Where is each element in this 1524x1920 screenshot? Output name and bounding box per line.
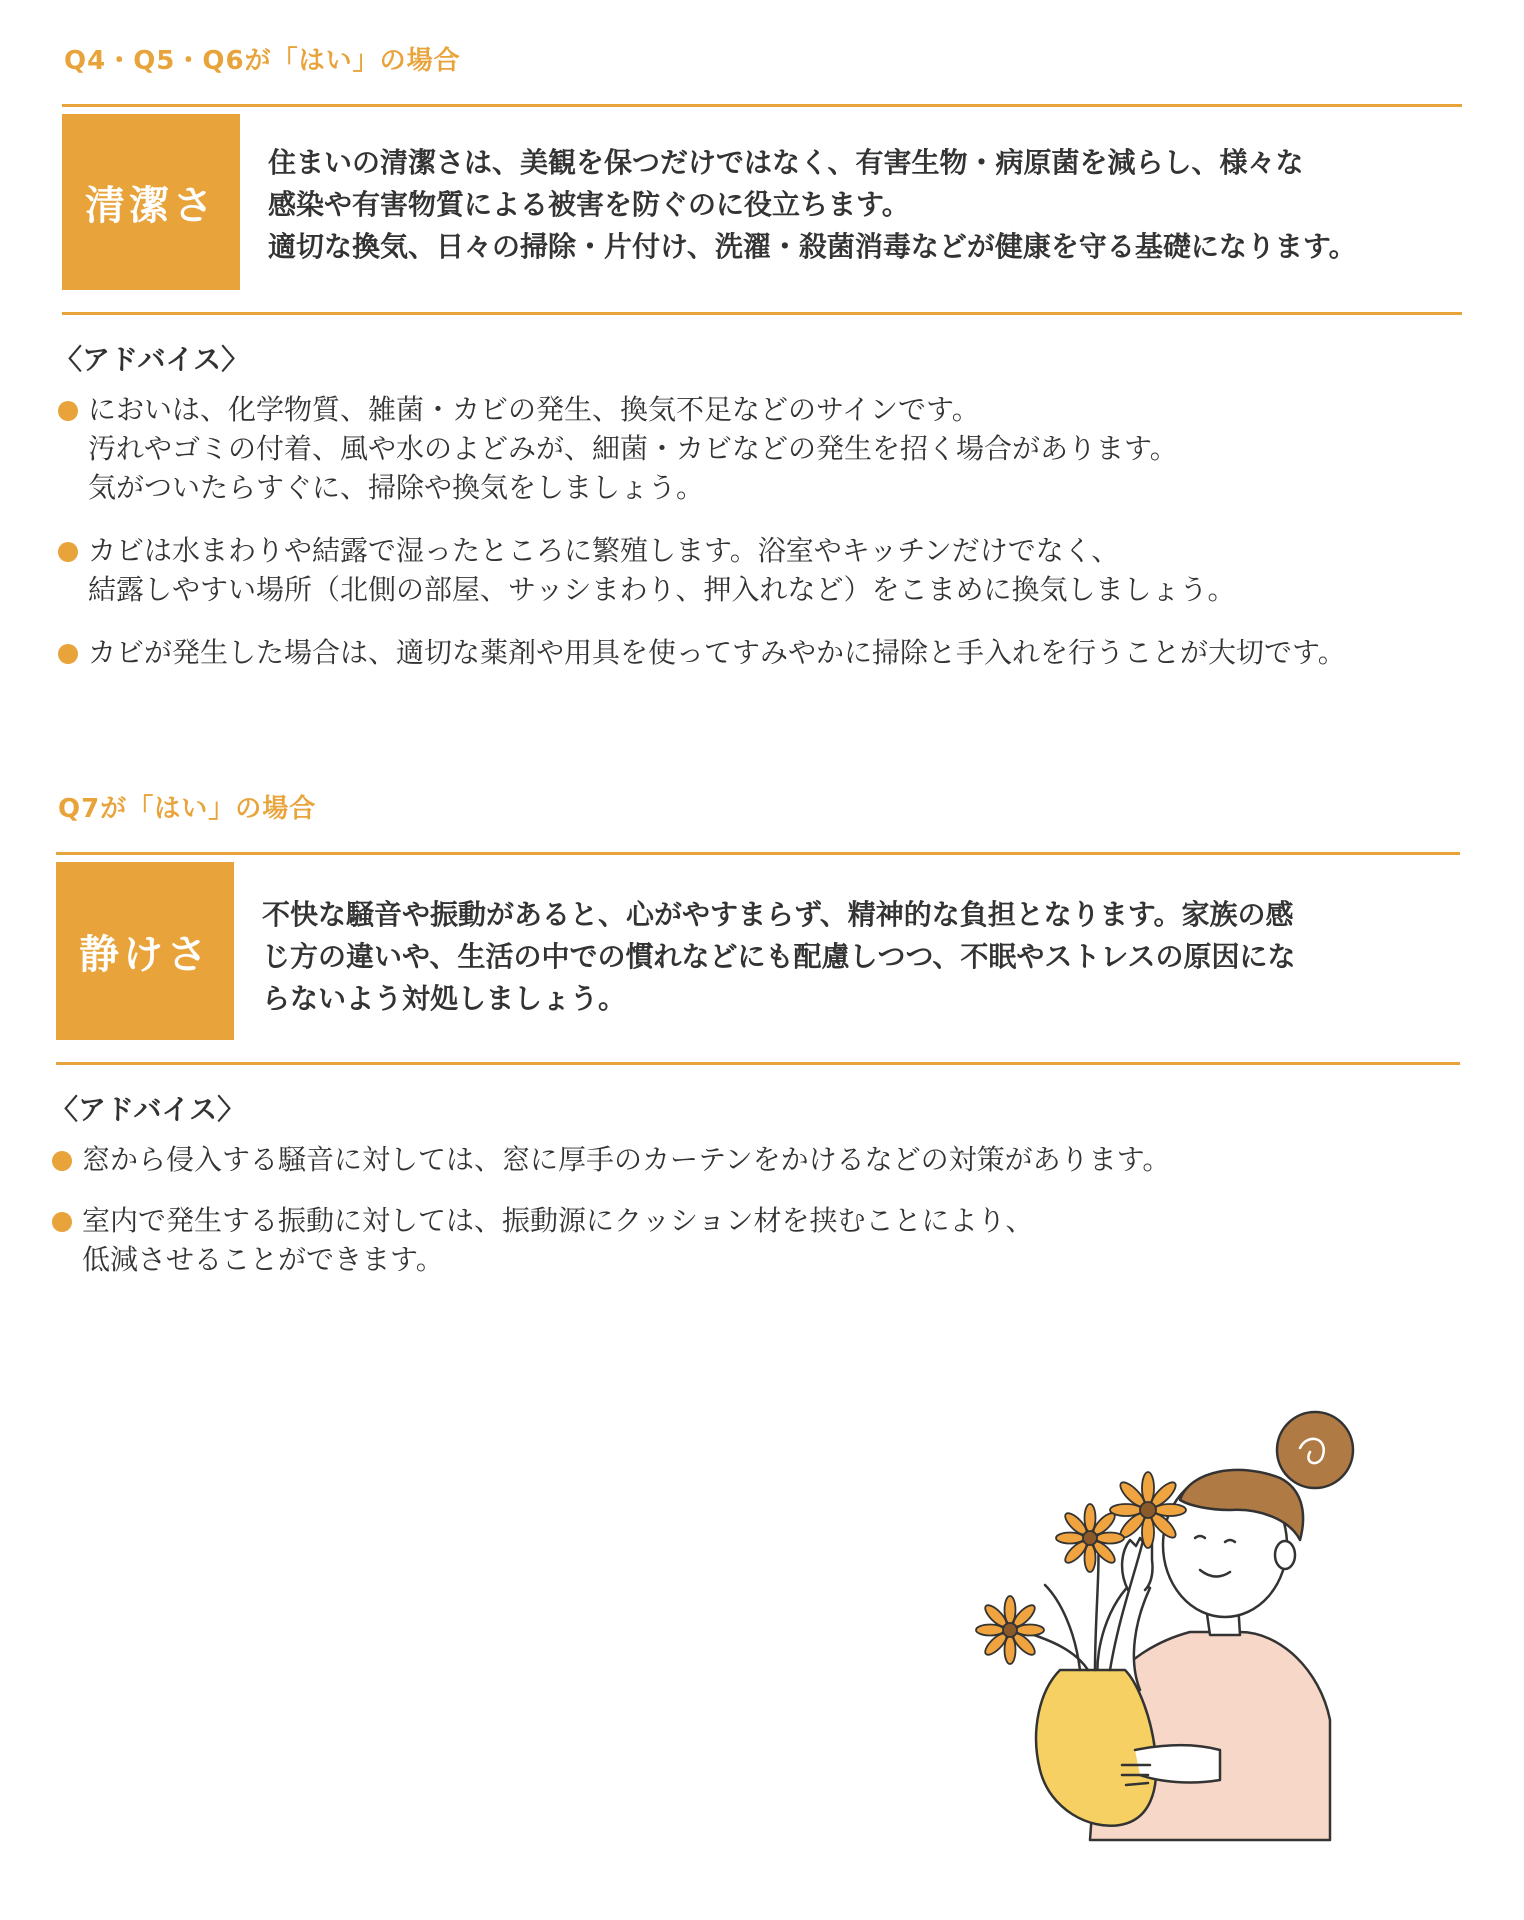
flower [976, 1596, 1044, 1664]
bullet-dot [52, 1151, 72, 1171]
intro-line: らないよう対処しましょう。 [262, 982, 627, 1015]
section-heading: Q4・Q5・Q6が「はい」の場合 [64, 46, 461, 76]
advice-line: 気がついたらすぐに、掃除や換気をしましょう。 [88, 471, 705, 504]
ear [1275, 1541, 1295, 1569]
advice-item [52, 1140, 1170, 1179]
category-label: 静けさ [56, 862, 234, 1040]
advice-line: 汚れやゴミの付着、風や水のよどみが、細菌・カビなどの発生を招く場合があります。 [88, 432, 1178, 465]
advice-item [52, 1201, 1170, 1279]
intro-line: じ方の違いや、生活の中での慣れなどにも配慮しつつ、不眠やストレスの原因にな [262, 940, 1296, 973]
advice-title: 〈アドバイス〉 [50, 1093, 246, 1126]
bullet-dot [58, 401, 78, 421]
advice-item [58, 531, 1346, 609]
advice-list [58, 390, 1346, 672]
advice-item [58, 390, 1346, 507]
intro-text [268, 142, 1498, 268]
bullet-dot [58, 542, 78, 562]
advice-line: においは、化学物質、雑菌・カビの発生、換気不足などのサインです。 [88, 393, 980, 426]
advice-title: 〈アドバイス〉 [54, 343, 250, 376]
advice-list [52, 1140, 1170, 1279]
bottom-rule [62, 312, 1462, 315]
advice-line: 結露しやすい場所（北側の部屋、サッシまわり、押入れなど）をこまめに換気しましょう。 [88, 573, 1236, 606]
advice-line: カビは水まわりや結露で湿ったところに繁殖します。浴室やキッチンだけでなく、 [88, 534, 1120, 567]
hair-bun [1277, 1412, 1353, 1488]
top-rule [62, 104, 1462, 107]
flower [1056, 1504, 1124, 1572]
bullet-dot [58, 644, 78, 664]
intro-line: 住まいの清潔さは、美観を保つだけではなく、有害生物・病原菌を減らし、様々な [268, 146, 1304, 179]
advice-line: 窓から侵入する騒音に対しては、窓に厚手のカーテンをかけるなどの対策があります。 [82, 1143, 1171, 1176]
category-label: 清潔さ [62, 114, 240, 290]
advice-line: 低減させることができます。 [82, 1243, 444, 1276]
section-heading: Q7が「はい」の場合 [58, 794, 317, 824]
intro-line: 適切な換気、日々の掃除・片付け、洗濯・殺菌消毒などが健康を守る基礎になります。 [268, 230, 1357, 263]
bottom-rule [56, 1062, 1460, 1065]
vase [1036, 1670, 1156, 1826]
bullet-dot [52, 1212, 72, 1232]
woman-with-flowers-illustration [860, 1370, 1380, 1850]
intro-line: 不快な騒音や振動があると、心がやすまらず、精神的な負担となります。家族の感 [262, 898, 1294, 931]
advice-line: 室内で発生する振動に対しては、振動源にクッション材を挟むことにより、 [82, 1204, 1034, 1237]
advice-item [58, 633, 1346, 672]
intro-text [262, 894, 1472, 1020]
top-rule [56, 852, 1460, 855]
intro-line: 感染や有害物質による被害を防ぐのに役立ちます。 [268, 188, 910, 221]
advice-line: カビが発生した場合は、適切な薬剤や用具を使ってすみやかに掃除と手入れを行うことが大切です。 [88, 636, 1346, 669]
